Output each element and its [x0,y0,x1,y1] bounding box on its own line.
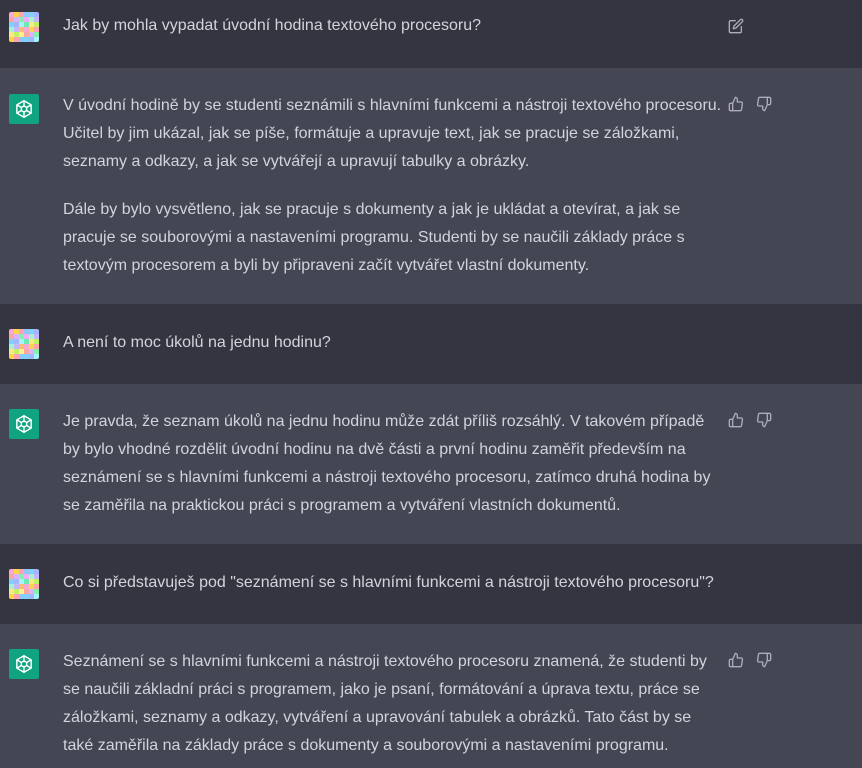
thumbs-up-icon[interactable] [728,96,744,112]
message-actions [728,18,744,34]
user-message [0,305,862,384]
assistant-message [0,624,862,768]
message-paragraph: Seznámení se s hlavními funkcemi a nástroji textového procesoru znamená, že studenti by se naučili základní práci s programem, jako je psaní, formátování a úprava textu, práce se záložkami, seznamy a odkazy, vytváření a upravování tabulek a obrázků. Tato část by se také zaměřila na základy práce s dokumenty a souborovými a nastaveními programu. [63,653,707,754]
message-paragraph: V úvodní hodině by se studenti seznámili s hlavními funkcemi a nástroji textového procesoru. Učitel by jim ukázal, jak se píše, formátuje a upravuje text, jak se pracuje se záložkami, seznamy a odkazy, a jak se vytvářejí a upravují tabulky a obrázky. [63,97,722,170]
thumbs-down-icon[interactable] [756,652,772,668]
assistant-message-text [63,648,723,760]
user-message-text: Jak by mohla vypadat úvodní hodina textového procesoru? [63,17,482,34]
message-paragraph: Je pravda, že seznam úkolů na jednu hodinu může zdát příliš rozsáhlý. V takovém případě by bylo vhodné rozdělit úvodní hodinu na dvě části a první hodinu zaměřit především na seznámení se s hlavními funkcemi a nástroji textového procesoru, zatímco druhá hodina by se zaměřila na praktickou práci s programem a vytváření vlastních dokumentů. [63,413,711,514]
avatar-pixel [34,354,39,359]
message-paragraph: Dále by bylo vysvětleno, jak se pracuje s dokumenty a jak je ukládat a otevírat, a jak se pracuje se souborovými a nastaveními programu. Studenti by se naučili základy práce s textovým procesorem a byli by připraveni začít vytvářet vlastní dokumenty. [63,201,685,274]
user-message-text: Co si představuješ pod "seznámení se s hlavními funkcemi a nástroji textového procesoru"? [63,574,714,591]
avatar-pixel [34,594,39,599]
edit-icon[interactable] [728,18,744,34]
avatar-pixel [34,37,39,42]
assistant-message [0,384,862,545]
assistant-message-text [63,408,723,520]
thumbs-down-icon[interactable] [756,96,772,112]
assistant-avatar [9,94,39,124]
thumbs-up-icon[interactable] [728,652,744,668]
user-message [0,0,862,68]
assistant-avatar [9,649,39,679]
message-actions [728,652,772,668]
message-actions [728,412,772,428]
user-message [0,545,862,624]
assistant-message [0,68,862,305]
assistant-message-text [63,92,723,280]
message-actions [728,96,772,112]
openai-logo-icon [13,653,35,675]
thumbs-up-icon[interactable] [728,412,744,428]
assistant-avatar [9,409,39,439]
user-message-text: A není to moc úkolů na jednu hodinu? [63,334,331,351]
openai-logo-icon [13,98,35,120]
thumbs-down-icon[interactable] [756,412,772,428]
user-avatar [9,12,39,42]
user-avatar [9,329,39,359]
user-avatar [9,569,39,599]
openai-logo-icon [13,413,35,435]
